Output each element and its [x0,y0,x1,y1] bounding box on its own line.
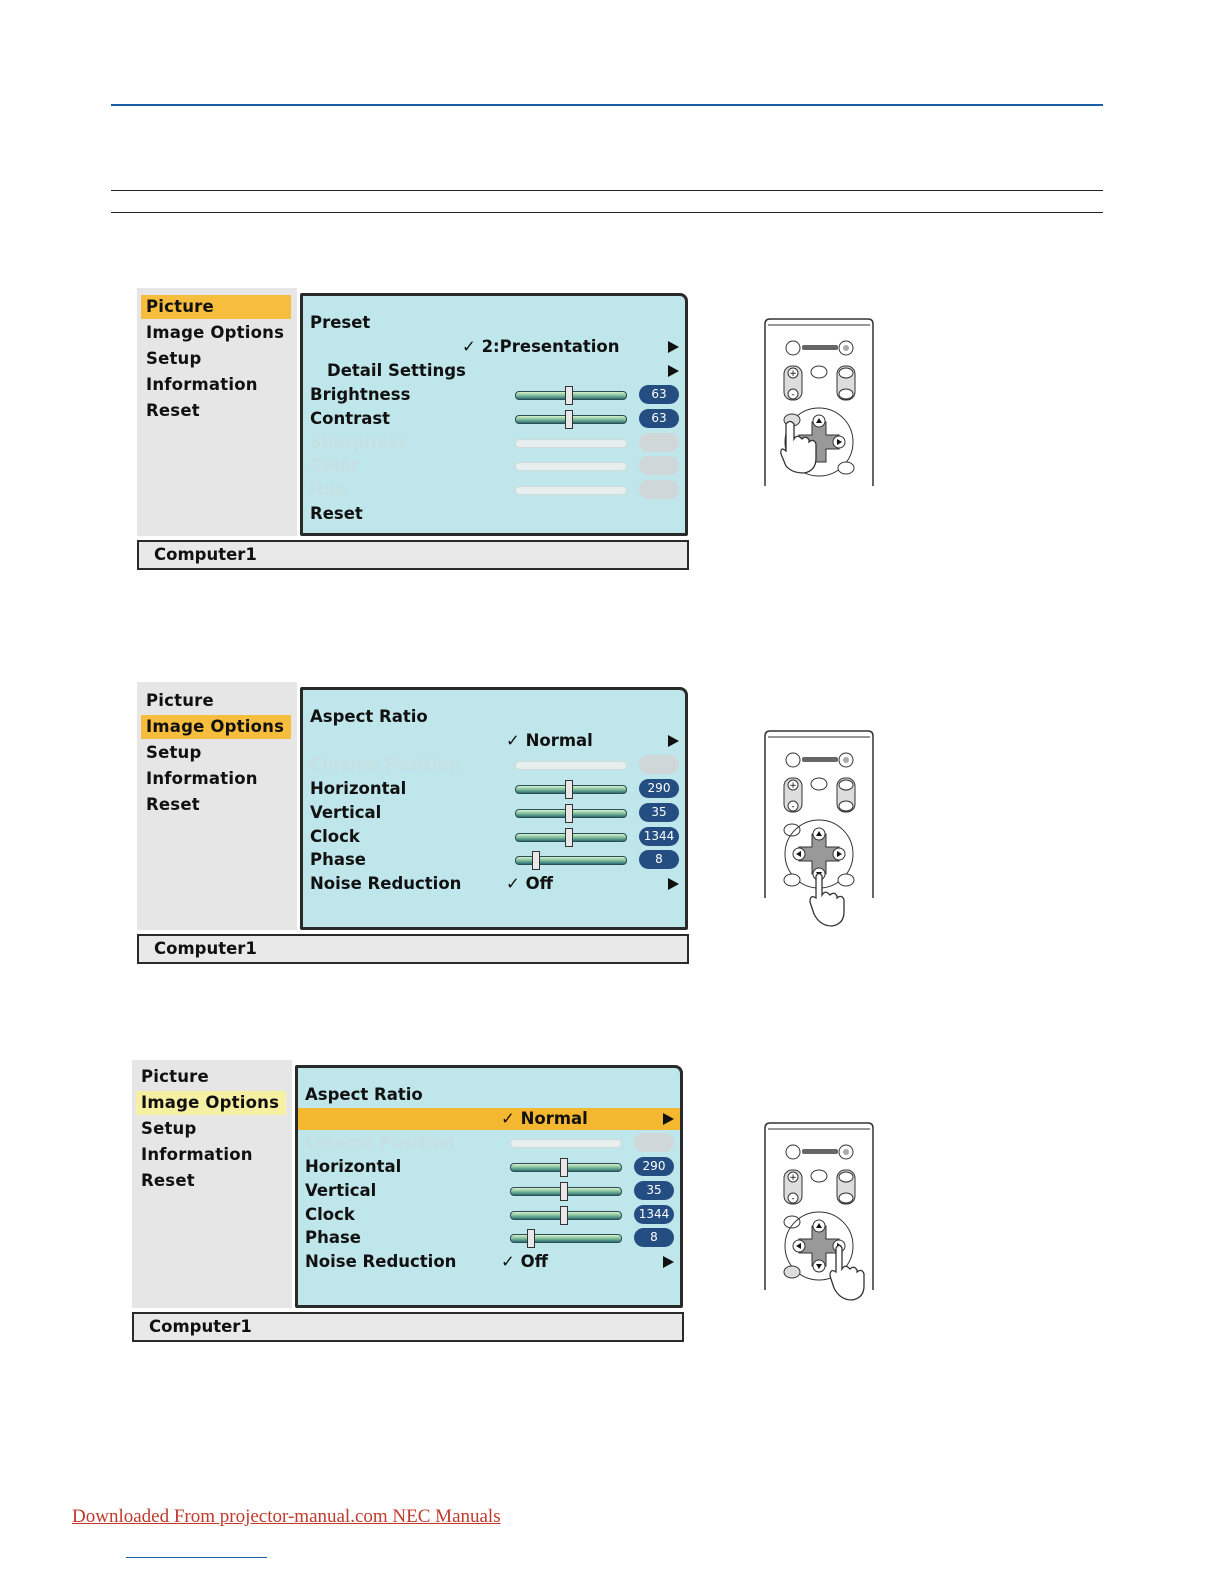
row-preset[interactable]: Preset [310,313,371,332]
row-phase[interactable]: Phase [305,1228,361,1247]
contrast-value: 63 [639,409,679,428]
color-value [639,456,679,475]
submenu-arrow-icon [668,878,679,890]
menu-tab-image-options[interactable]: Image Options [136,1091,286,1115]
submenu-arrow-icon [668,365,679,377]
svg-text:+: + [789,781,797,791]
horizontal-value: 290 [639,779,679,798]
footer-download-link[interactable]: Downloaded From projector-manual.com NEC Manuals [72,1506,501,1527]
input-source-status: Computer1 [137,540,689,570]
hue-value [639,480,679,499]
menu-tab-setup[interactable]: Setup [146,743,202,762]
phase-slider[interactable] [515,856,627,865]
svg-text:-: - [791,802,795,812]
slider-knob[interactable] [565,804,573,823]
menu-tab-information[interactable]: Information [146,375,258,394]
row-noise-reduction[interactable]: Noise Reduction [310,874,462,893]
footer-rule [126,1557,267,1558]
section-rule-top [111,190,1103,191]
row-hue: Hue [310,480,347,499]
row-aspect-ratio[interactable]: Aspect Ratio [305,1085,423,1104]
row-cinema-position: Cinema Position [310,755,461,774]
slider-knob[interactable] [532,851,540,870]
menu-tab-picture[interactable]: Picture [146,691,214,710]
row-vertical[interactable]: Vertical [310,803,382,822]
menu-tab-image-options[interactable]: Image Options [146,323,285,342]
row-contrast[interactable]: Contrast [310,409,391,428]
row-detail-settings[interactable]: Detail Settings [327,361,466,380]
row-horizontal[interactable]: Horizontal [305,1157,402,1176]
header-rule [111,104,1103,106]
vertical-slider[interactable] [510,1187,622,1196]
preset-value[interactable]: ✓ 2:Presentation [462,337,620,356]
submenu-arrow-icon [668,735,679,747]
vertical-value: 35 [639,803,679,822]
horizontal-slider[interactable] [510,1163,622,1172]
slider-knob[interactable] [565,386,573,405]
menu-tab-reset[interactable]: Reset [146,401,200,420]
noise-reduction-value[interactable]: ✓ Off [506,874,553,893]
remote-control-down-press [764,730,894,940]
osd-menu-image-options [137,682,691,966]
cinema-position-value [634,1133,674,1152]
remote-control-menu-press [764,318,894,528]
phase-slider[interactable] [510,1234,622,1243]
row-phase[interactable]: Phase [310,850,366,869]
slider-knob[interactable] [565,410,573,429]
input-source-status: Computer1 [137,934,689,964]
noise-reduction-value[interactable]: ✓ Off [501,1252,548,1271]
menu-tab-list [137,682,297,930]
menu-tab-list [137,288,297,536]
slider-knob[interactable] [560,1182,568,1201]
menu-tab-information[interactable]: Information [141,1145,253,1164]
menu-content-panel [295,1065,683,1308]
vertical-value: 35 [634,1181,674,1200]
sharpness-slider [515,439,627,448]
row-clock[interactable]: Clock [305,1205,355,1224]
slider-knob[interactable] [527,1229,535,1248]
submenu-arrow-icon [663,1113,674,1125]
cinema-position-slider [510,1139,622,1148]
cinema-position-slider [515,761,627,770]
menu-tab-list [132,1060,292,1308]
svg-text:-: - [791,390,795,400]
submenu-arrow-icon [663,1256,674,1268]
slider-knob[interactable] [560,1206,568,1225]
menu-tab-picture[interactable]: Picture [141,1067,209,1086]
row-cinema-position: Cinema Position [305,1133,456,1152]
row-noise-reduction[interactable]: Noise Reduction [305,1252,457,1271]
clock-value: 1344 [634,1205,674,1224]
menu-content-panel [300,293,688,536]
slider-knob[interactable] [560,1158,568,1177]
menu-tab-image-options[interactable]: Image Options [141,715,291,739]
horizontal-value: 290 [634,1157,674,1176]
row-color: Color [310,456,359,475]
svg-text:+: + [789,1173,797,1183]
input-source-status: Computer1 [132,1312,684,1342]
menu-content-panel [300,687,688,930]
hue-slider [515,486,627,495]
menu-tab-setup[interactable]: Setup [146,349,202,368]
remote-control-right-press [764,1122,894,1332]
svg-text:-: - [791,1194,795,1204]
brightness-value: 63 [639,385,679,404]
clock-slider[interactable] [515,833,627,842]
clock-value: 1344 [639,827,679,846]
selection-highlight [298,1108,680,1130]
sharpness-value [639,433,679,452]
row-clock[interactable]: Clock [310,827,360,846]
menu-tab-reset[interactable]: Reset [146,795,200,814]
slider-knob[interactable] [565,828,573,847]
row-horizontal[interactable]: Horizontal [310,779,407,798]
row-brightness[interactable]: Brightness [310,385,411,404]
row-reset[interactable]: Reset [310,504,363,523]
clock-slider[interactable] [510,1211,622,1220]
menu-tab-picture[interactable]: Picture [141,295,291,319]
submenu-arrow-icon [668,341,679,353]
brightness-slider[interactable] [515,391,627,400]
color-slider [515,462,627,471]
cinema-position-value [639,755,679,774]
phase-value: 8 [639,850,679,869]
row-aspect-ratio[interactable]: Aspect Ratio [310,707,428,726]
contrast-slider[interactable] [515,415,627,424]
phase-value: 8 [634,1228,674,1247]
section-rule-bottom [111,212,1103,213]
aspect-ratio-value[interactable]: ✓ Normal [501,1109,588,1128]
osd-menu-picture [137,288,691,572]
aspect-ratio-value[interactable]: ✓ Normal [506,731,593,750]
horizontal-slider[interactable] [515,785,627,794]
row-vertical[interactable]: Vertical [305,1181,377,1200]
svg-text:+: + [789,369,797,379]
osd-menu-image-options-aspect [132,1060,686,1344]
menu-tab-setup[interactable]: Setup [141,1119,197,1138]
vertical-slider[interactable] [515,809,627,818]
slider-knob[interactable] [565,780,573,799]
menu-tab-information[interactable]: Information [146,769,258,788]
row-sharpness: Sharpness [310,433,408,452]
menu-tab-reset[interactable]: Reset [141,1171,195,1190]
